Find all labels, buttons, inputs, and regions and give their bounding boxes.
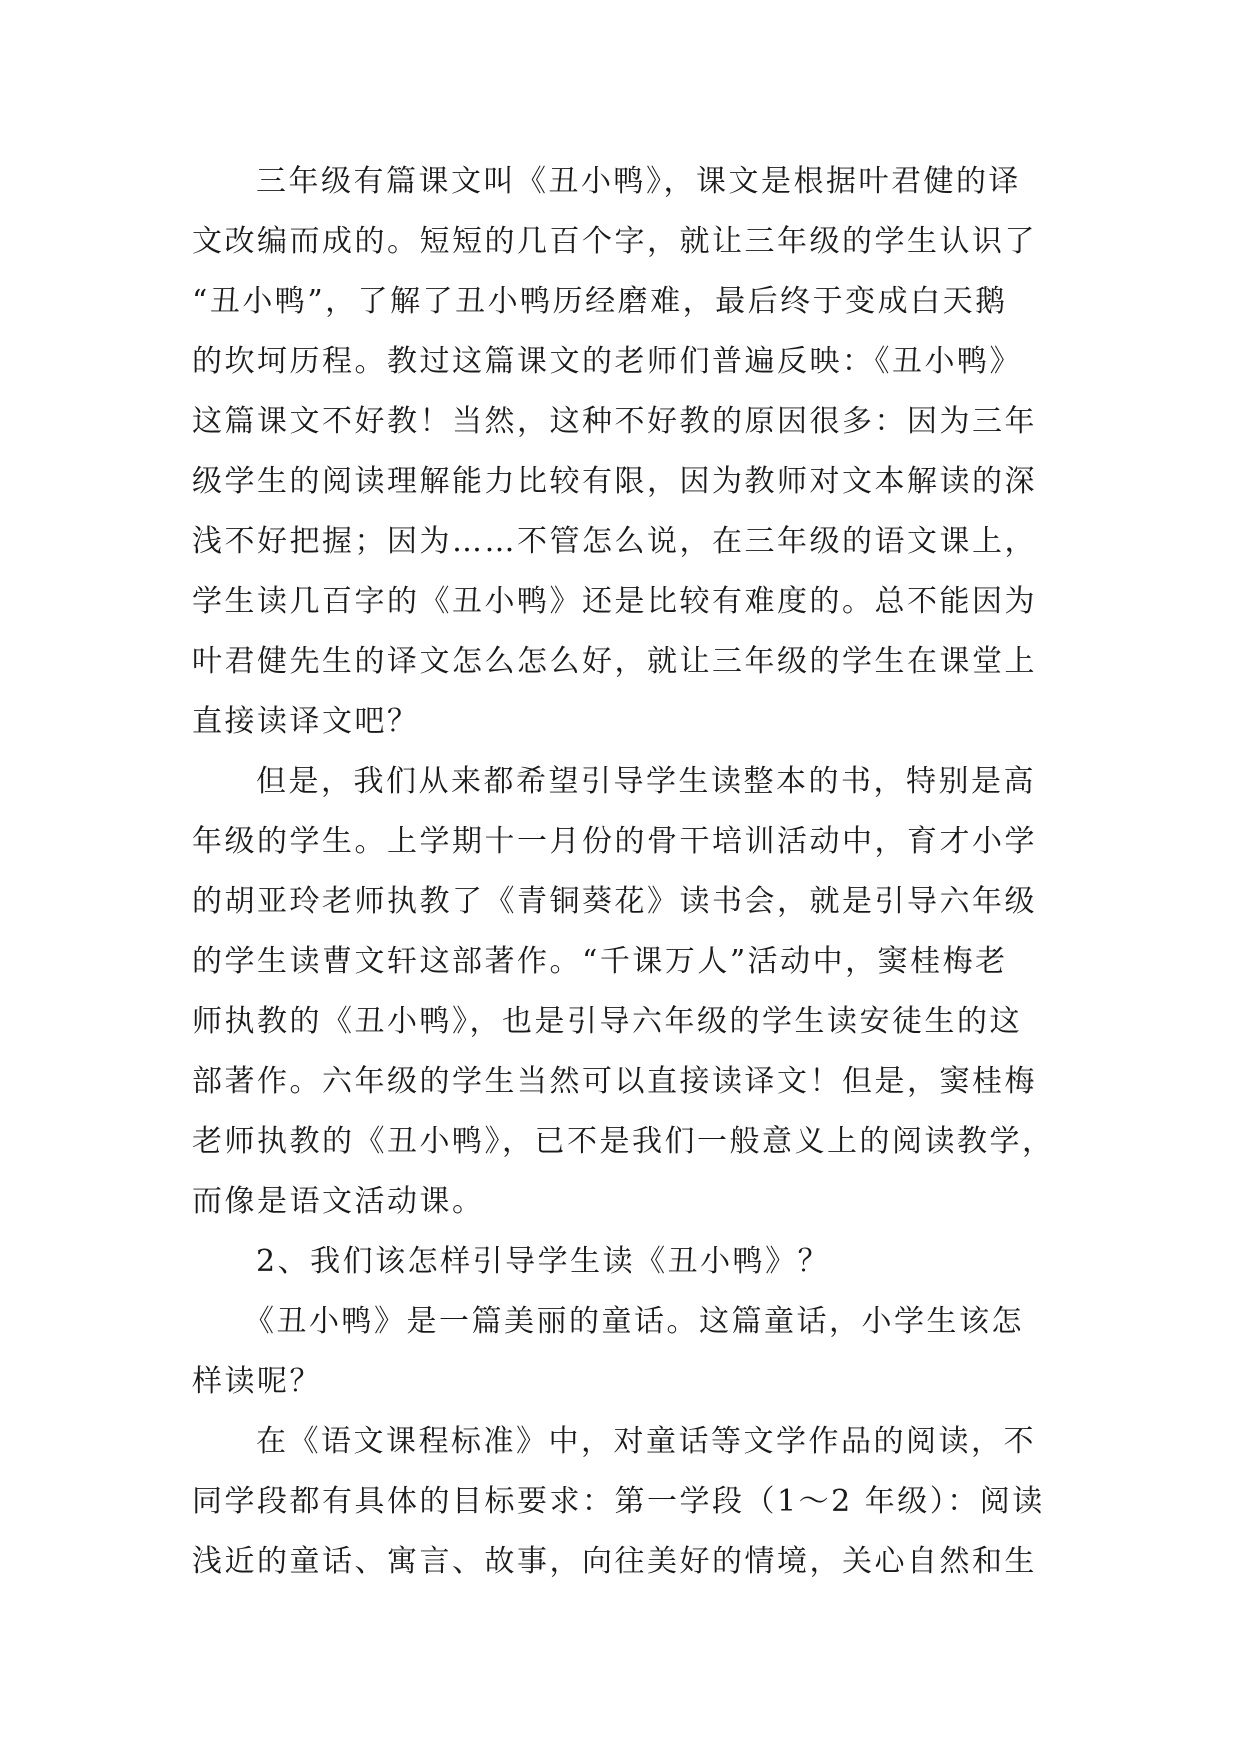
paragraph-line: 的学生读曹文轩这部著作。“千课万人”活动中，窦桂梅老 [192, 944, 1008, 979]
paragraph-line: 师执教的《丑小鸭》，也是引导六年级的学生读安徒生的这 [192, 1004, 1022, 1039]
paragraph-line: 的坎坷历程。教过这篇课文的老师们普遍反映：《丑小鸭》 [192, 344, 1022, 379]
paragraph-line: 这篇课文不好教！当然，这种不好教的原因很多：因为三年 [192, 404, 1037, 439]
paragraph-line: “丑小鸭”，了解了丑小鸭历经磨难，最后终于变成白天鹅 [192, 284, 1008, 319]
paragraph-line: 浅不好把握；因为……不管怎么说，在三年级的语文课上， [192, 524, 1037, 559]
paragraph-line: 级学生的阅读理解能力比较有限，因为教师对文本解读的深 [192, 464, 1037, 499]
paragraph-line: 样读呢？ [192, 1364, 322, 1399]
section-heading: 2、我们该怎样引导学生读《丑小鸭》？ [256, 1244, 831, 1279]
paragraph-line: 《丑小鸭》是一篇美丽的童话。这篇童话，小学生该怎 [244, 1304, 1024, 1339]
paragraph-line: 直接读译文吧？ [192, 704, 420, 739]
paragraph-line: 年级的学生。上学期十一月份的骨干培训活动中，育才小学 [192, 824, 1037, 859]
paragraph-line: 浅近的童话、寓言、故事，向往美好的情境，关心自然和生 [192, 1544, 1037, 1579]
paragraph-line: 叶君健先生的译文怎么怎么好，就让三年级的学生在课堂上 [192, 644, 1037, 679]
paragraph-line: 学生读几百字的《丑小鸭》还是比较有难度的。总不能因为 [192, 584, 1037, 619]
paragraph-line: 但是，我们从来都希望引导学生读整本的书，特别是高 [256, 764, 1036, 799]
paragraph-line: 文改编而成的。短短的几百个字，就让三年级的学生认识了 [192, 224, 1037, 259]
paragraph-line: 部著作。六年级的学生当然可以直接读译文！但是，窦桂梅 [192, 1064, 1037, 1099]
paragraph-line: 三年级有篇课文叫《丑小鸭》，课文是根据叶君健的译 [256, 164, 1021, 199]
document-body [192, 152, 1055, 1592]
paragraph-line: 同学段都有具体的目标要求：第一学段（1～2 年级）：阅读 [192, 1484, 1045, 1519]
paragraph-line: 老师执教的《丑小鸭》，已不是我们一般意义上的阅读教学， [192, 1124, 1055, 1159]
paragraph-line: 在《语文课程标准》中，对童话等文学作品的阅读，不 [256, 1424, 1036, 1459]
paragraph-line: 的胡亚玲老师执教了《青铜葵花》读书会，就是引导六年级 [192, 884, 1037, 919]
paragraph-line: 而像是语文活动课。 [192, 1184, 485, 1219]
